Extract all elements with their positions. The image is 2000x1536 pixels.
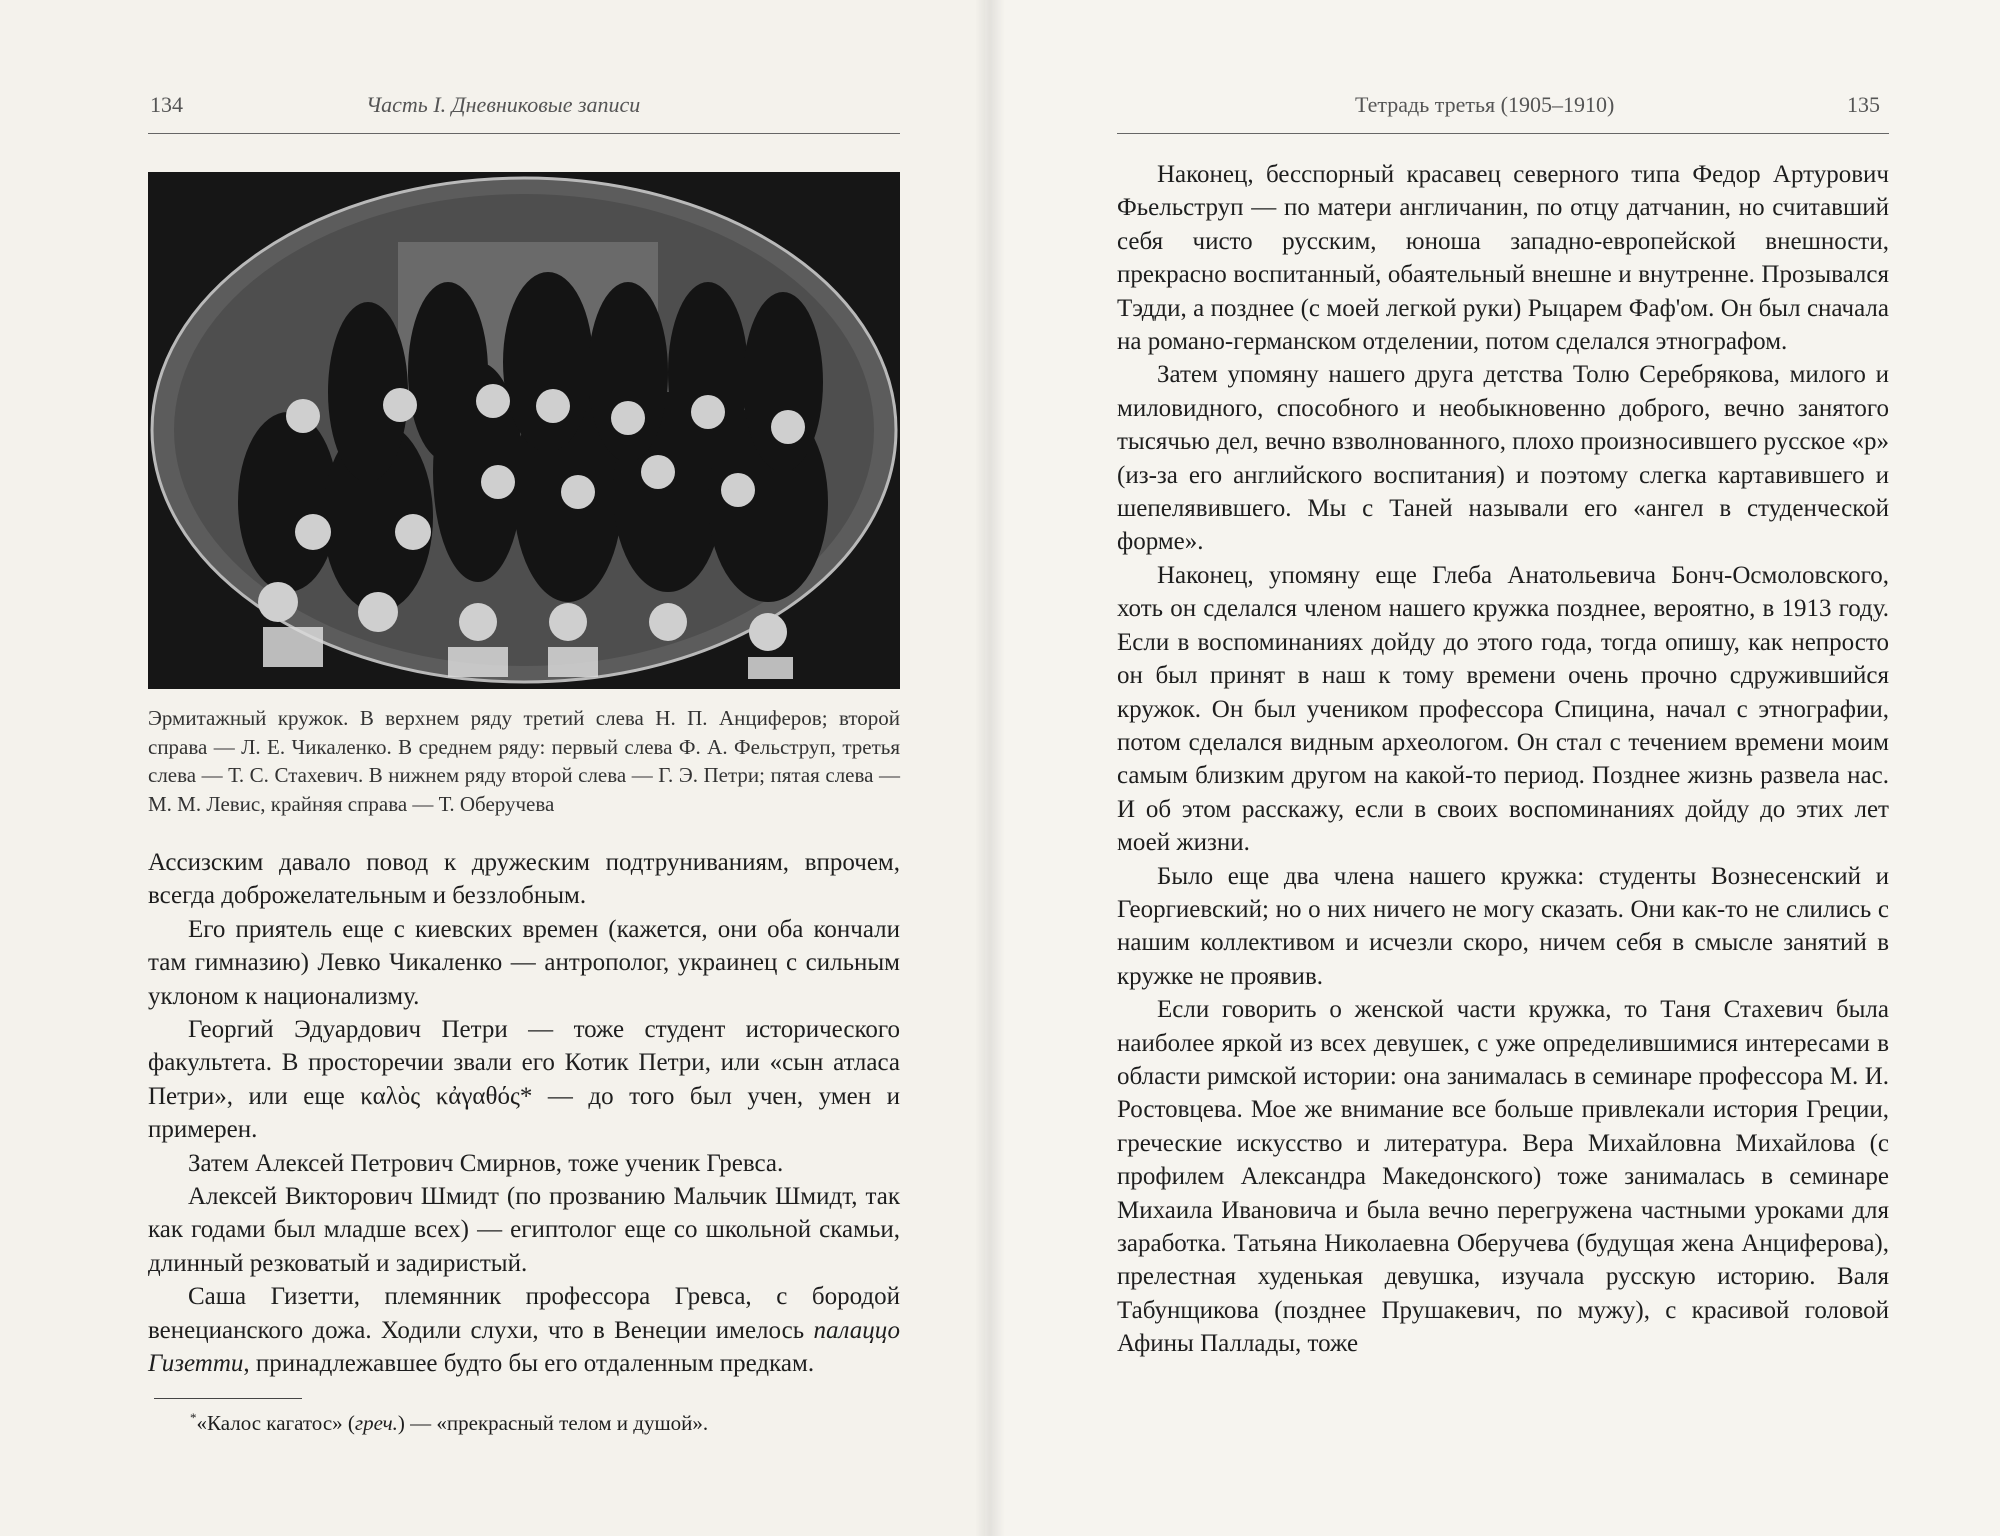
paragraph: Если говорить о женской части кружка, то Таня Стахевич была наиболее яркой из всех девушек, с уже определившимися интересами в области римской истории: она занималась в семинаре профессора М. И. Ростовцева. Мое же внимание все больше привлекали история Греции, греческие искусство и литература. Вера Михайловна Михайлова (с профилем Александра Македонского) тоже занималась в семинаре Михаила Ивановича и была вечно перегружена частными уроками для заработка. Татьяна Николаевна Оберучева (будущая жена Анциферова), прелестная худенькая девушка, изучала русскую историю. Валя Табунщикова (позднее Прушакевич, по мужу), с красивой головой Афины Паллады, тоже: [1117, 996, 1889, 1358]
paragraph-last: [148, 1280, 900, 1380]
right-body-text: [1117, 158, 1889, 1361]
group-photo: [148, 172, 900, 689]
right-header-rule: [1117, 133, 1889, 134]
right-running-head: Тетрадь третья (1905–1910): [1355, 92, 1615, 117]
text-run: , принадлежавшее будто бы его отдаленным предкам.: [243, 1350, 815, 1378]
italic-run: палаццо Гизетти: [148, 1316, 900, 1378]
group-photo-image: [148, 172, 900, 689]
paragraph: Было еще два члена нашего кружка: студенты Вознесенский и Георгиевский; но о них ничего не могу сказать. Они как-то не слились с нашим коллективом и исчезли скоро, ничем себя в смысле занятий в кружке не проявив.: [1117, 862, 1889, 990]
footnote-rule: [154, 1398, 302, 1399]
left-body-text: [148, 846, 900, 1381]
paragraph: Наконец, упомяну еще Глеба Анатольевича Бонч-Осмоловского, хоть он сделался членом нашего кружка позднее, вероятно, в 1913 году. Если в воспоминаниях дойду до этого года, тогда опишу, как непросто он был принят в наш к тому времени очень прочно сдружившийся кружок. Он был учеником профессора Спицина, начал с этнографии, потом сделался видным археологом. Он стал с течением времени моим самым близким другом на какой-то период. Позднее жизнь развела нас. И об этом расскажу, если в своих воспоминаниях дойду до этих лет моей жизни.: [1117, 561, 1889, 857]
paragraph: Затем упомяну нашего друга детства Толю Серебрякова, милого и миловидного, способного и необыкновенно доброго, вечно занятого тысячью дел, вечно взволнованного, плохо произносившего русское «р» (из-за его английского воспитания) и поэтому слегка картавившего и шепелявившего. Мы с Таней называли его «ангел в студенческой форме».: [1117, 361, 1889, 556]
left-running-head: Часть I. Дневниковые записи: [366, 92, 641, 117]
footnote-text: ) — «прекрасный телом и душой».: [397, 1411, 709, 1435]
footnote-text: «Калос кагатос» (: [196, 1411, 355, 1435]
footnote: [190, 1404, 890, 1437]
book-gutter: [975, 0, 1005, 1536]
left-page: [0, 0, 985, 1536]
paragraph: Ассизским давало повод к дружеским подтруниваниям, впрочем, всегда доброжелательным и беззлобным.: [148, 849, 900, 910]
paragraph: Георгий Эдуардович Петри — тоже студент исторического факультета. В просторечии звали его Котик Петри, или «сын атласа Петри», или еще καλὸς κἀγαθός* — до того был учен, умен и примерен.: [148, 1016, 900, 1144]
left-header-rule: [148, 133, 900, 134]
paragraph: Его приятель еще с киевских времен (кажется, они оба кончали там гимназию) Левко Чикаленко — антрополог, украинец с сильным уклоном к национализму.: [148, 915, 900, 1010]
footnote-marker: *: [190, 1410, 197, 1425]
photo-caption: Эрмитажный кружок. В верхнем ряду третий слева Н. П. Анциферов; второй справа — Л. Е. Чикаленко. В среднем ряду: первый слева Ф. А. Фельструп, третья слева — Т. С. Стахевич. В нижнем ряду второй слева — Г. Э. Петри; пятая слева — М. М. Левис, крайняя справа — Т. Оберучева: [148, 706, 900, 816]
paragraph: Алексей Викторович Шмидт (по прозванию Мальчик Шмидт, так как годами был младше всех) — египтолог еще со школьной скамьи, длинный резковатый и задиристый.: [148, 1183, 900, 1277]
paragraph: Затем Алексей Петрович Смирнов, тоже ученик Гревса.: [188, 1149, 784, 1177]
text-run: Саша Гизетти, племянник профессора Гревса, с бородой венецианского дожа. Ходили слухи, что в Венеции имелось: [148, 1283, 900, 1344]
left-page-number: 134: [150, 92, 183, 117]
paragraph: Наконец, бесспорный красавец северного типа Федор Артурович Фьельструп — по матери англичанин, по отцу датчанин, но считавший себя чисто русским, юноша западно-европейской внешности, прекрасно воспитанный, обаятельный внешне и внутренне. Прозывался Тэдди, а позднее (с моей легкой руки) Рыцарем Фаф'ом. Он был сначала на романо-германском отделении, потом сделался этнографом.: [1117, 161, 1889, 356]
footnote-italic: греч.: [354, 1411, 398, 1435]
right-page-number: 135: [1847, 92, 1880, 117]
